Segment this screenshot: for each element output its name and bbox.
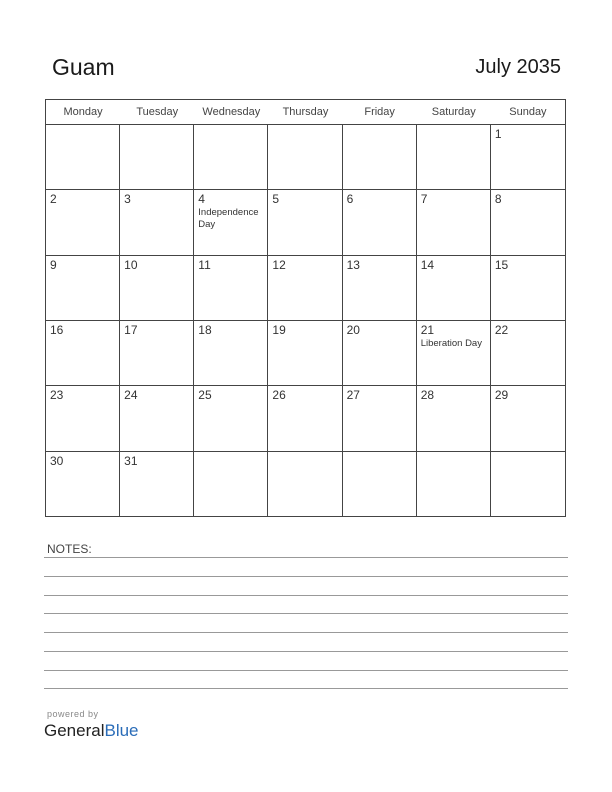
- calendar-grid: [45, 99, 566, 517]
- day-number: 20: [346, 323, 360, 337]
- day-cell: [417, 125, 491, 190]
- day-cell: [417, 386, 491, 451]
- day-number: 19: [272, 323, 286, 337]
- day-number: 25: [198, 388, 212, 403]
- day-number: 27: [346, 388, 360, 403]
- day-cell: [120, 386, 194, 451]
- day-cell: [194, 321, 268, 386]
- day-cell: [491, 321, 565, 386]
- day-cell: [268, 256, 342, 321]
- day-cell: [417, 256, 491, 321]
- weekday-tuesday: Tuesday: [136, 106, 179, 118]
- day-cell: [343, 386, 417, 451]
- day-cell: [46, 256, 120, 321]
- day-number: 10: [124, 257, 138, 272]
- weekday-saturday: Saturday: [431, 106, 476, 118]
- day-number: 29: [494, 388, 509, 403]
- day-number: 15: [494, 257, 509, 272]
- month-year: July 2035: [475, 56, 561, 78]
- calendar-title: Guam: [52, 54, 115, 80]
- day-number: 3: [124, 192, 131, 207]
- day-cell: [46, 321, 120, 386]
- powered-by-text: powered by: [47, 709, 99, 719]
- day-number: 24: [124, 388, 138, 403]
- brand-general: General: [44, 721, 105, 740]
- day-cell: [194, 386, 268, 451]
- day-number: 8: [494, 192, 502, 207]
- day-cell: [417, 452, 491, 517]
- note-line: [44, 632, 568, 633]
- day-number: 12: [272, 257, 286, 272]
- brand-logo: [44, 721, 139, 741]
- day-cell: [120, 452, 194, 517]
- note-line: [44, 576, 568, 577]
- day-number: 6: [346, 192, 354, 207]
- day-cell: [194, 190, 268, 255]
- day-cell: [46, 452, 120, 517]
- day-cell: [343, 256, 417, 321]
- day-cell: [194, 256, 268, 321]
- day-number: 1: [494, 127, 502, 141]
- day-number: 18: [198, 323, 212, 337]
- holiday-event: Independence Day: [198, 207, 259, 231]
- day-number: 30: [50, 453, 64, 468]
- day-number: 5: [272, 192, 280, 207]
- day-cell: [343, 321, 417, 386]
- day-number: 9: [50, 257, 57, 272]
- day-number: 28: [420, 388, 435, 403]
- day-cell: [46, 386, 120, 451]
- note-line: [44, 595, 568, 596]
- day-number: 4: [198, 192, 205, 207]
- notes-label: NOTES:: [47, 542, 92, 556]
- day-cell: [417, 321, 491, 386]
- note-line: [44, 688, 568, 689]
- day-cell: [120, 256, 194, 321]
- note-line: [44, 557, 568, 558]
- day-number: 17: [124, 323, 138, 337]
- day-cell: [46, 125, 120, 190]
- day-number: 11: [198, 257, 211, 272]
- day-cell: [268, 125, 342, 190]
- weekday-thursday: Thursday: [282, 106, 329, 118]
- day-number: 16: [50, 323, 64, 337]
- day-number: 13: [346, 257, 360, 272]
- day-cell: [343, 125, 417, 190]
- day-cell: [120, 190, 194, 255]
- day-number: 21: [420, 323, 435, 337]
- weekday-monday: Monday: [63, 106, 103, 118]
- holiday-event: Liberation Day: [420, 338, 482, 349]
- day-cell: [268, 321, 342, 386]
- day-cell: [194, 452, 268, 517]
- day-cell: [491, 190, 565, 255]
- day-cell: [343, 190, 417, 255]
- day-cell: [120, 125, 194, 190]
- weekday-friday: Friday: [364, 106, 395, 118]
- day-number: 14: [420, 257, 435, 272]
- day-cell: [491, 452, 565, 517]
- note-line: [44, 670, 568, 671]
- day-grid: [46, 125, 565, 517]
- brand-blue: Blue: [104, 721, 139, 740]
- weekday-wednesday: Wednesday: [202, 106, 261, 118]
- weekday-header: [46, 100, 565, 125]
- day-cell: [343, 452, 417, 517]
- day-cell: [194, 125, 268, 190]
- day-number: 31: [124, 453, 138, 468]
- day-cell: [491, 256, 565, 321]
- day-number: 2: [50, 192, 57, 207]
- day-number: 7: [420, 192, 428, 207]
- day-cell: [417, 190, 491, 255]
- day-number: 22: [494, 323, 509, 337]
- day-cell: [46, 190, 120, 255]
- day-number: 26: [272, 388, 286, 403]
- weekday-sunday: Sunday: [509, 106, 547, 118]
- day-cell: [491, 386, 565, 451]
- note-line: [44, 613, 568, 614]
- day-cell: [268, 386, 342, 451]
- day-cell: [491, 125, 565, 190]
- note-line: [44, 651, 568, 652]
- day-cell: [268, 190, 342, 255]
- day-number: 23: [50, 388, 64, 403]
- day-cell: [268, 452, 342, 517]
- day-cell: [120, 321, 194, 386]
